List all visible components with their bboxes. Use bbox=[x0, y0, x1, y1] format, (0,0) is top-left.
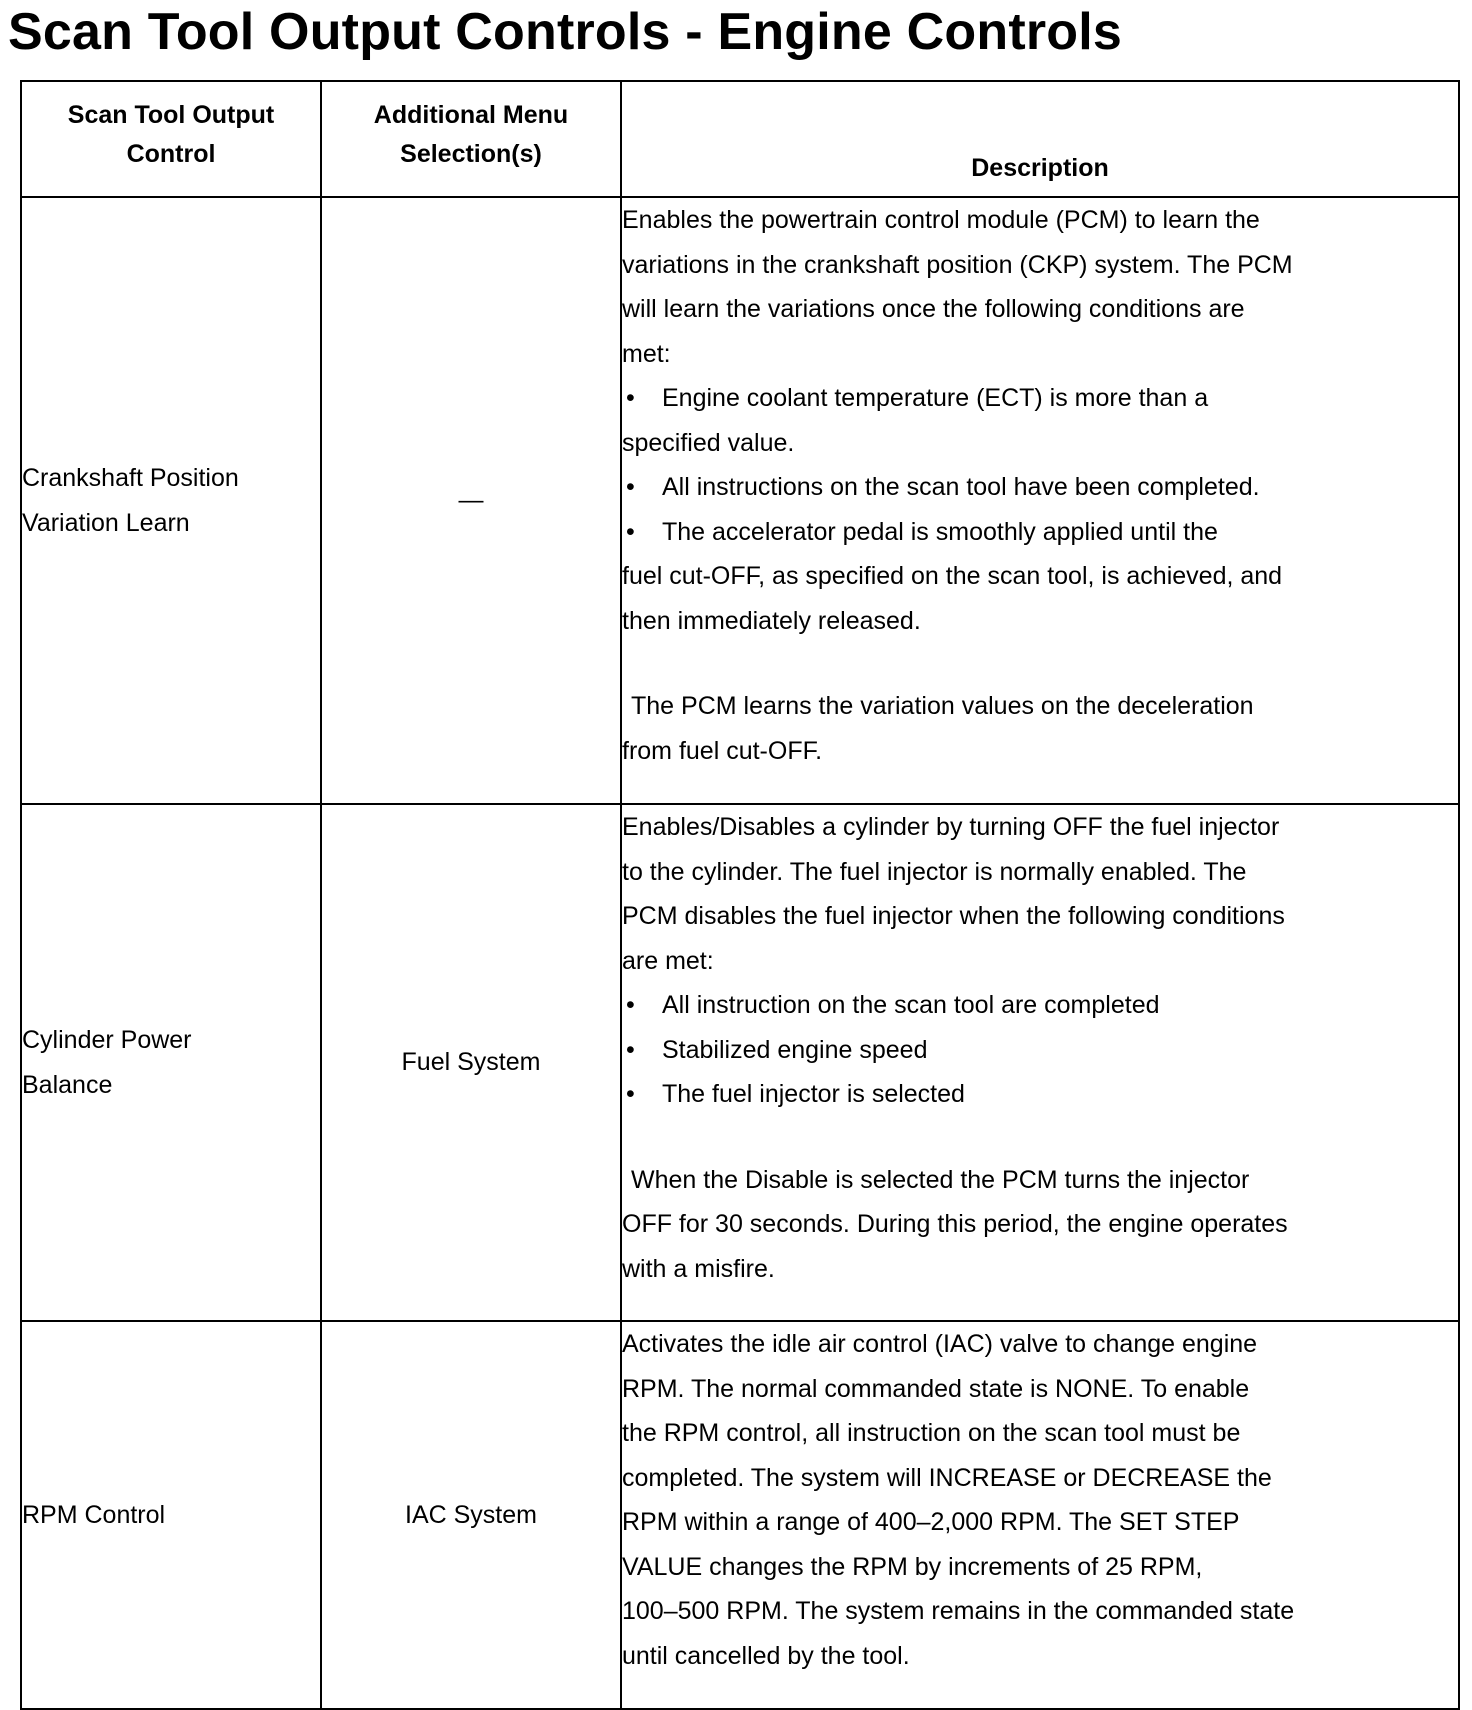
bullet-text: Engine coolant temperature (ECT) is more than a bbox=[662, 384, 1209, 412]
control-label-line: Balance bbox=[22, 1070, 113, 1099]
description-line: When the Disable is selected the PCM turns the injector bbox=[631, 1165, 1250, 1194]
description-line: are met: bbox=[622, 946, 714, 975]
menu-selection-cell: — bbox=[321, 197, 621, 804]
description-line: until cancelled by the tool. bbox=[622, 1641, 910, 1670]
bullet-continuation: then immediately released. bbox=[622, 606, 921, 635]
table-row bbox=[21, 1321, 1459, 1709]
description-line: Enables/Disables a cylinder by turning OFF the fuel injector bbox=[622, 813, 1280, 841]
description-line: RPM. The normal commanded state is NONE. To enable bbox=[622, 1374, 1250, 1403]
header-line: Selection(s) bbox=[400, 140, 542, 168]
description-cell bbox=[621, 1321, 1459, 1709]
control-label-line: Cylinder Power bbox=[22, 1026, 192, 1054]
header-line: Additional Menu bbox=[373, 101, 569, 129]
control-label-line: Crankshaft Position bbox=[22, 464, 239, 492]
description-line: 100–500 RPM. The system remains in the commanded state bbox=[622, 1597, 1295, 1625]
bullet-item bbox=[622, 983, 1458, 1028]
control-cell bbox=[21, 197, 321, 804]
description-line: OFF for 30 seconds. During this period, the engine operates bbox=[622, 1210, 1288, 1238]
bullet-continuation: fuel cut-OFF, as specified on the scan tool, is achieved, and bbox=[622, 562, 1283, 590]
bullet-text: Stabilized engine speed bbox=[662, 1035, 928, 1064]
menu-selection-cell: IAC System bbox=[321, 1321, 621, 1709]
description-line: met: bbox=[622, 339, 671, 368]
description-line: variations in the crankshaft position (CKP) system. The PCM bbox=[622, 250, 1293, 279]
bullet-text: The accelerator pedal is smoothly applied until the bbox=[662, 517, 1218, 546]
header-scan-tool-output-control bbox=[21, 81, 321, 197]
header-description: Description bbox=[621, 81, 1459, 197]
header-row bbox=[21, 81, 1459, 197]
description-line: the RPM control, all instruction on the scan tool must be bbox=[622, 1419, 1241, 1447]
bullet-item bbox=[622, 376, 1458, 421]
bullet-icon: • bbox=[626, 384, 635, 412]
bullet-continuation: specified value. bbox=[622, 428, 795, 457]
description-line: VALUE changes the RPM by increments of 25 RPM, bbox=[622, 1552, 1203, 1581]
table-row bbox=[21, 804, 1459, 1321]
description-line: with a misfire. bbox=[622, 1254, 775, 1283]
bullet-text: All instruction on the scan tool are completed bbox=[662, 991, 1160, 1019]
bullet-icon: • bbox=[626, 517, 635, 546]
description-line: Activates the idle air control (IAC) valve to change engine bbox=[622, 1330, 1258, 1358]
header-additional-menu-selections bbox=[321, 81, 621, 197]
description-line: will learn the variations once the following conditions are bbox=[622, 295, 1245, 323]
header-line: Scan Tool Output bbox=[67, 101, 275, 129]
bullet-item bbox=[622, 510, 1458, 555]
description-line: Enables the powertrain control module (PCM) to learn the bbox=[622, 206, 1260, 234]
description-line: PCM disables the fuel injector when the following conditions bbox=[622, 902, 1285, 930]
bullet-text: All instructions on the scan tool have been completed. bbox=[662, 473, 1260, 501]
bullet-icon: • bbox=[626, 991, 635, 1019]
bullet-item bbox=[622, 1072, 1458, 1117]
output-controls-table bbox=[20, 80, 1460, 1710]
control-label-line: Variation Learn bbox=[22, 508, 190, 537]
header-line: Control bbox=[126, 140, 216, 168]
description-line: to the cylinder. The fuel injector is normally enabled. The bbox=[622, 857, 1247, 886]
table-row bbox=[21, 197, 1459, 804]
bullet-text: The fuel injector is selected bbox=[662, 1080, 965, 1108]
description-cell bbox=[621, 197, 1459, 804]
bullet-icon: • bbox=[626, 1080, 635, 1108]
bullet-icon: • bbox=[626, 473, 635, 501]
description-line: completed. The system will INCREASE or DECREASE the bbox=[622, 1463, 1272, 1492]
description-line: The PCM learns the variation values on the deceleration bbox=[631, 692, 1254, 720]
bullet-item bbox=[622, 1028, 1458, 1073]
description-cell bbox=[621, 804, 1459, 1321]
menu-selection-cell: Fuel System bbox=[321, 804, 621, 1321]
description-line: from fuel cut-OFF. bbox=[622, 736, 823, 765]
control-cell bbox=[21, 804, 321, 1321]
control-label-line: RPM Control bbox=[22, 1500, 166, 1529]
bullet-icon: • bbox=[626, 1035, 635, 1064]
bullet-item bbox=[622, 465, 1458, 510]
description-line: RPM within a range of 400–2,000 RPM. The SET STEP bbox=[622, 1508, 1240, 1536]
control-cell bbox=[21, 1321, 321, 1709]
page-title: Scan Tool Output Controls - Engine Controls bbox=[8, 3, 1123, 61]
